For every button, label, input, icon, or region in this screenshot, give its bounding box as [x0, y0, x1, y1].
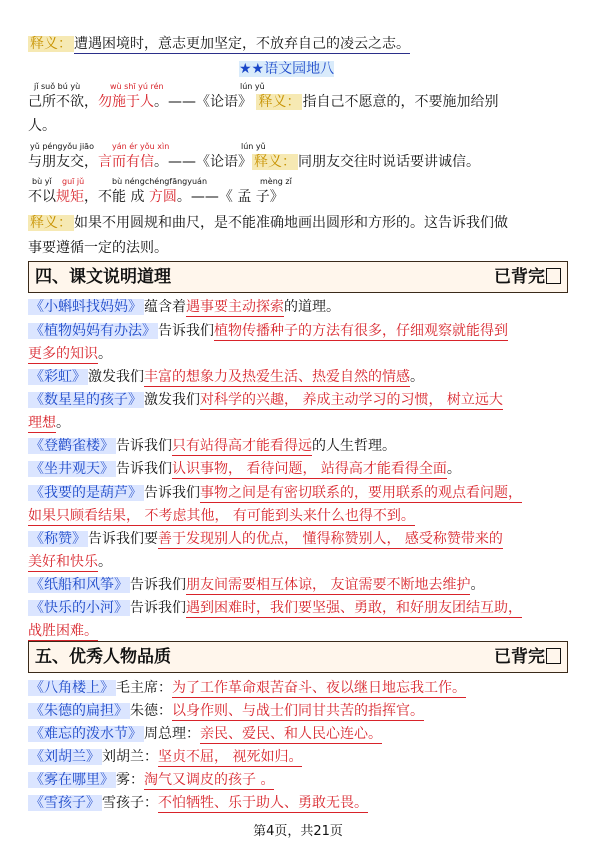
quote-1-cont: 人。 — [28, 118, 56, 134]
list-item: 《称赞》 告诉我们要善于发现别人的优点， 懂得称赞别人， 感受称赞带来的 — [30, 531, 503, 547]
meaning-tag: 释义： — [254, 154, 296, 170]
pinyin-row-1: jǐ suǒ bú yù wù shī yú rén lún yǔ — [34, 82, 265, 91]
list-item: 《彩虹》 激发我们丰富的想象力及热爱生活、热爱自然的情感。 — [30, 369, 424, 385]
garden-title: ★★语文园地八 — [239, 61, 335, 77]
pinyin-row-2: yǔ péngyǒu jiāo yán ér yǒu xìn lún yǔ — [30, 142, 266, 151]
done-checkbox[interactable] — [546, 648, 561, 664]
list-item: 《雪孩子》 雪孩子：不怕牺牲、乐于助人、勇敢无畏。 — [30, 795, 368, 811]
pinyin-row-3: bù yǐ guī jǔ bù néngchéngfāngyuán mèng zǐ — [32, 177, 292, 186]
quote-3-meaning-cont: 事要遵循一定的法则。 — [28, 240, 168, 256]
list-item: 《纸船和风筝》 告诉我们朋友间需要相互体谅， 友谊需要不断地去维护。 — [30, 577, 485, 593]
list-item: 《数星星的孩子》 激发我们对科学的兴趣， 养成主动学习的习惯， 树立远大 — [30, 392, 503, 408]
done-checkbox[interactable] — [546, 268, 561, 284]
list-item: 《坐井观天》 告诉我们认识事物， 看待问题， 站得高才能看得全面。 — [30, 461, 461, 477]
list-item: 《刘胡兰》 刘胡兰：坚贞不屈， 视死如归。 — [30, 749, 303, 765]
meaning-tag: 释义： — [30, 215, 72, 231]
section-status: 已背完 — [494, 642, 561, 672]
quote-3-meaning: 释义： 如果不用圆规和曲尺，是不能准确地画出圆形和方形的。这告诉我们做 — [30, 215, 508, 231]
section-header-4 — [28, 261, 568, 293]
list-item-cont: 美好和快乐。 — [28, 554, 112, 570]
list-item: 《朱德的扁担》 朱德：以身作则、与战士们同甘共苦的指挥官。 — [30, 703, 424, 719]
list-item: 《登鹳雀楼》 告诉我们只有站得高才能看得远的人生哲理。 — [30, 438, 396, 454]
list-item: 《八角楼上》 毛主席：为了工作革命艰苦奋斗、夜以继日地忘我工作。 — [30, 680, 466, 696]
list-item-cont: 战胜困难。 — [28, 623, 98, 639]
section-title: 五、优秀人物品质 — [35, 647, 171, 667]
list-item: 《小蝌蚪找妈妈》 蕴含着遇事要主动探索的道理。 — [30, 299, 340, 315]
quote-3: 不以规矩，不能 成 方圆。——《 孟 子》 — [28, 189, 284, 205]
list-item-cont: 如果只顾看结果， 不考虑其他， 有可能到头来什么也得不到。 — [28, 508, 415, 524]
list-item: 《我要的是葫芦》 告诉我们事物之间是有密切联系的，要用联系的观点看问题， — [30, 485, 522, 501]
page-number: 第4页，共21页 — [253, 824, 343, 839]
section-status: 已背完 — [494, 262, 561, 292]
quote-2: 与朋友交，言而有信。——《论语》 释义： 同朋友交往时说话要讲诚信。 — [28, 154, 480, 170]
section-title: 四、课文说明道理 — [35, 267, 171, 287]
meaning-text: 遭遇困境时，意志更加坚定，不放弃自己的凌云之志。 — [74, 36, 410, 52]
list-item-cont: 理想。 — [28, 415, 70, 431]
list-item: 《植物妈妈有办法》 告诉我们植物传播种子的方法有很多，仔细观察就能得到 — [30, 323, 508, 339]
list-item: 《快乐的小河》 告诉我们遇到困难时，我们要坚强、勇敢，和好朋友团结互助， — [30, 600, 522, 616]
list-item-cont: 更多的知识。 — [28, 346, 112, 362]
quote-1: 己所不欲，勿施于人。——《论语》 释义： 指自己不愿意的，不要施加给别 — [28, 94, 499, 110]
meaning-tag: 释义： — [30, 36, 72, 52]
section-header-5 — [28, 641, 568, 673]
meaning-tag: 释义： — [258, 94, 301, 110]
list-item: 《雾在哪里》 雾：淘气又调皮的孩子 。 — [30, 772, 275, 788]
list-item: 《难忘的泼水节》 周总理：亲民、爱民、和人民心连心。 — [30, 726, 382, 742]
meaning-line-top — [28, 33, 410, 55]
